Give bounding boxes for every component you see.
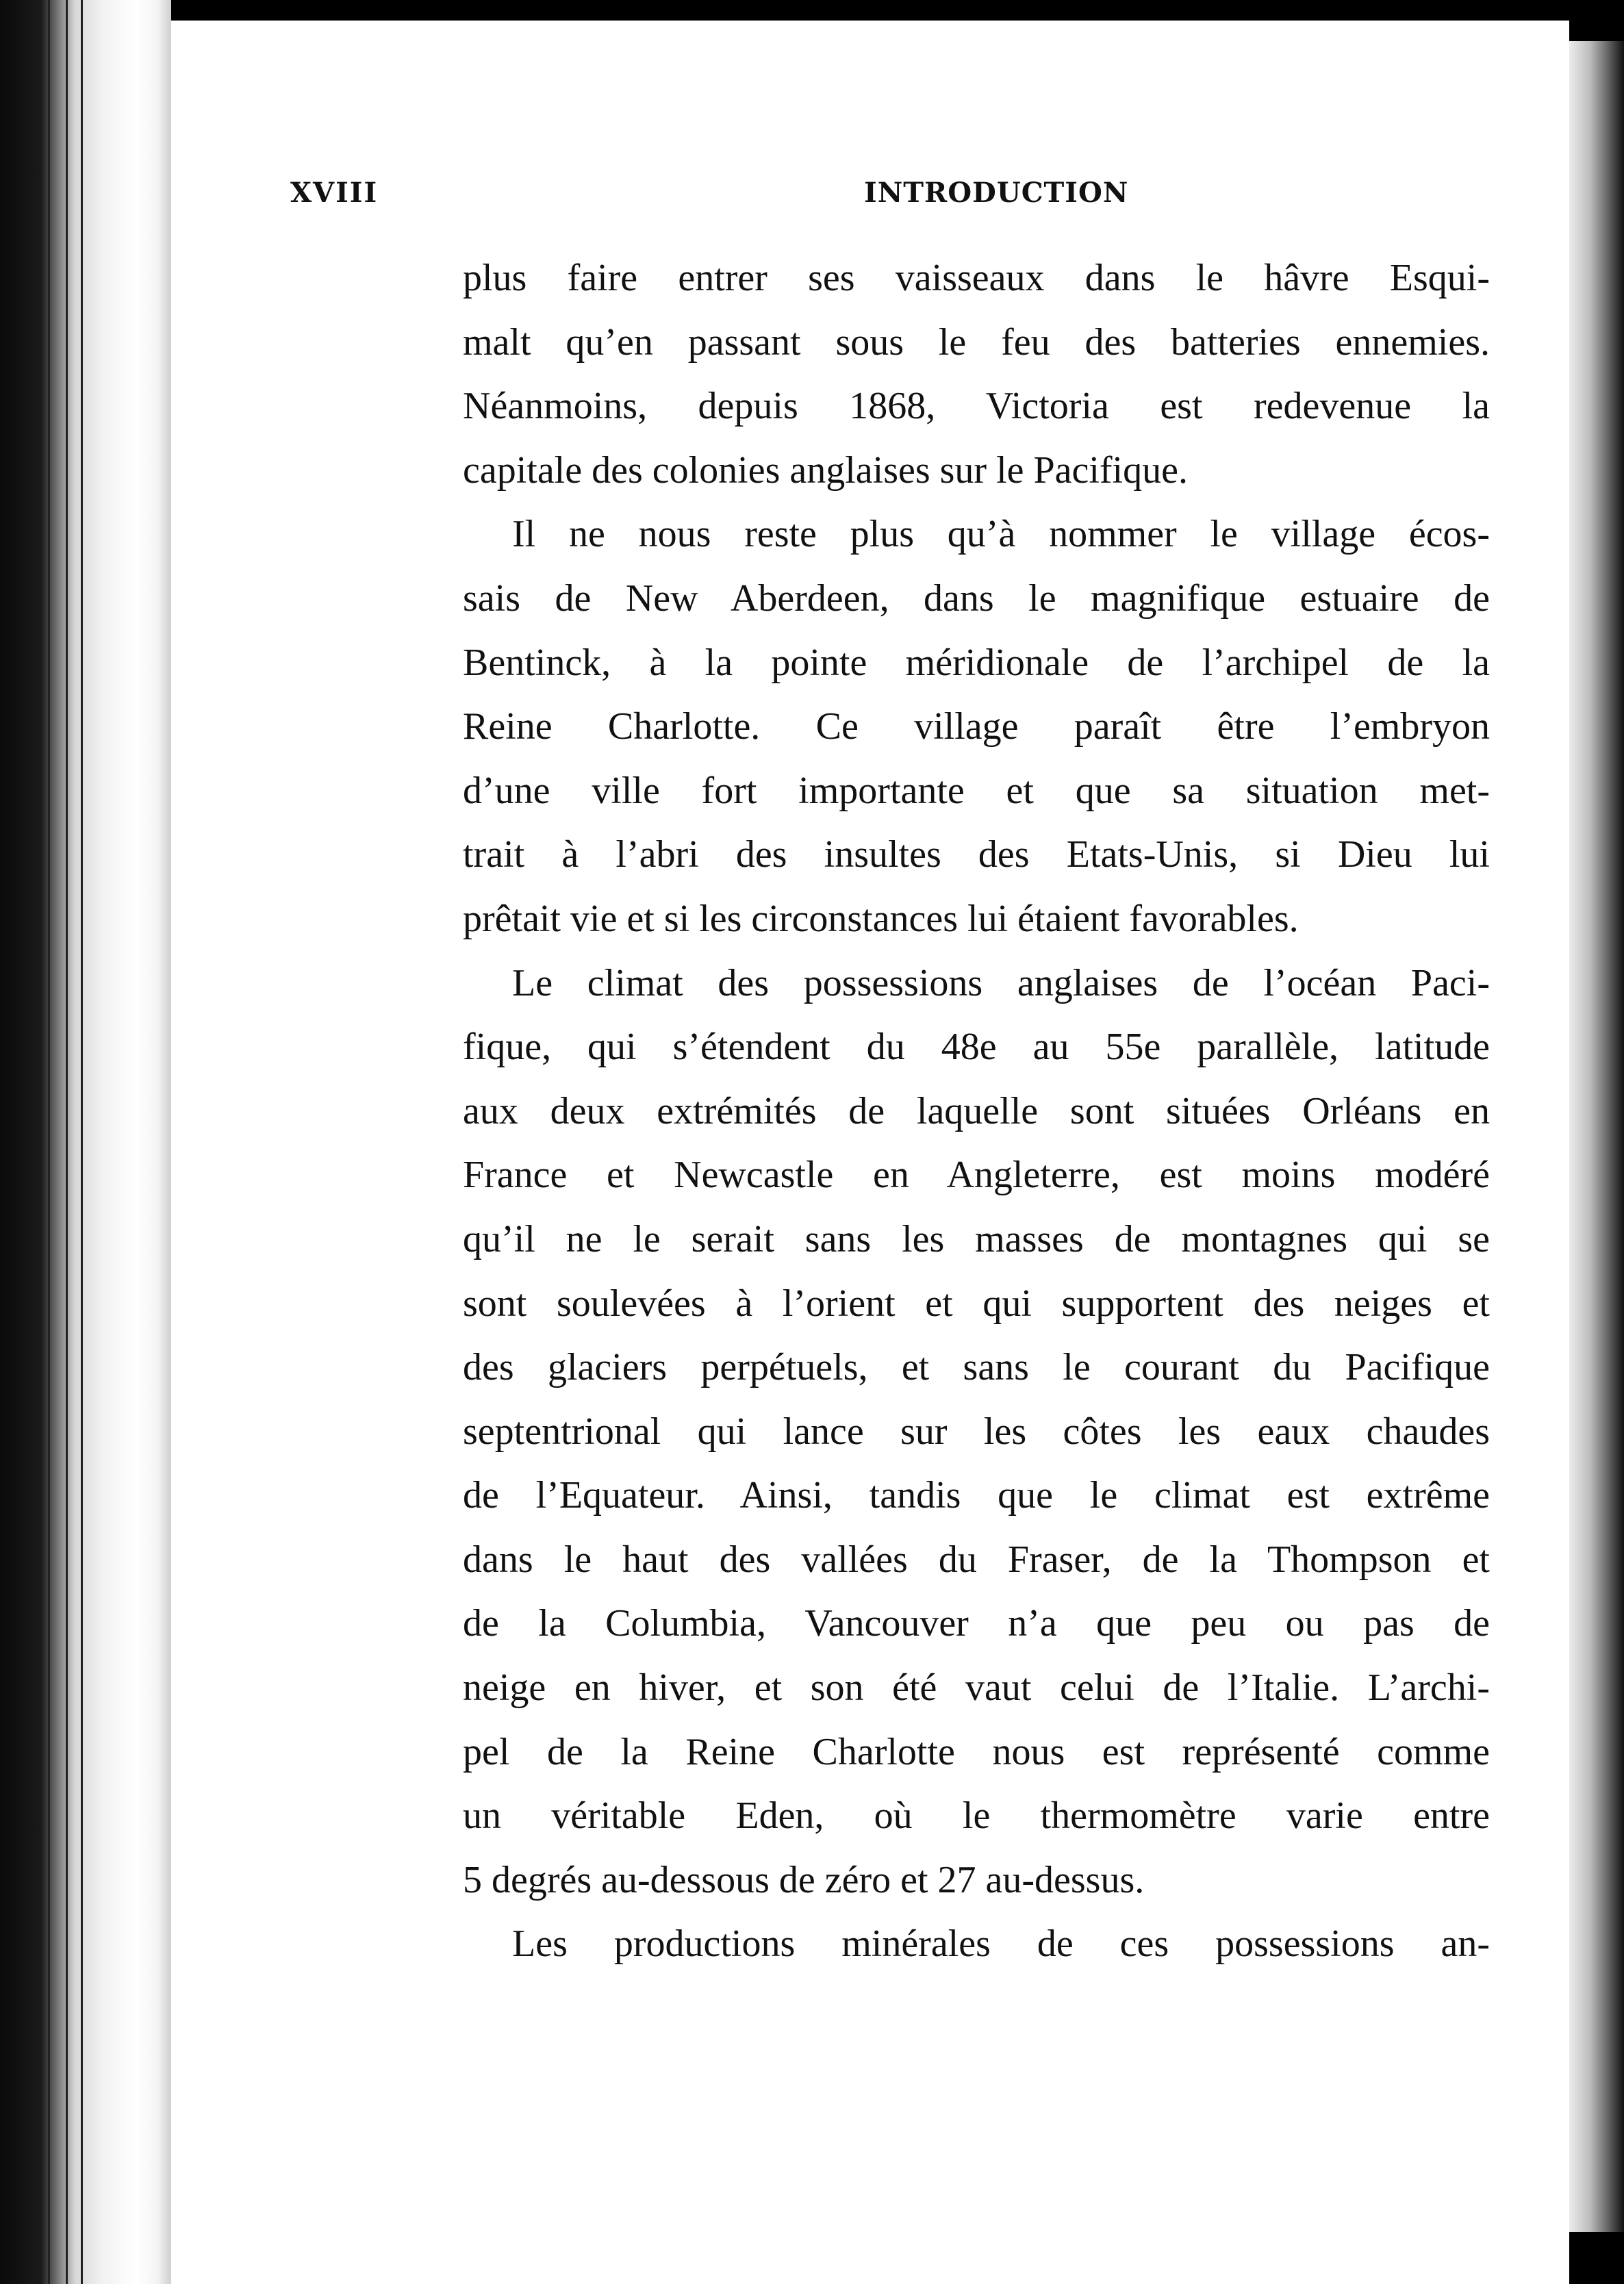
text-line: 5 degrés au-dessous de zéro et 27 au-dessus.: [463, 1858, 1145, 1901]
text-line: Le climat des possessions anglaises de l’océan Paci-: [512, 961, 1490, 1004]
text-line: Il ne nous reste plus qu’à nommer le village écos-: [512, 513, 1490, 556]
text-line: capitale des colonies anglaises sur le Pacifique.: [463, 448, 1188, 492]
text-line: de la Columbia, Vancouver n’a que peu ou pas de: [463, 1602, 1490, 1645]
text-line: France et Newcastle en Angleterre, est moins modéré: [463, 1154, 1490, 1197]
running-header: [290, 163, 1495, 218]
text-line: septentrional qui lance sur les côtes les eaux chaudes: [463, 1410, 1490, 1453]
text-line: Les productions minérales de ces possessions an-: [512, 1923, 1490, 1966]
text-line: sont soulevées à l’orient et qui supportent des neiges et: [463, 1282, 1490, 1325]
text-line: un véritable Eden, où le thermomètre varie entre: [463, 1794, 1490, 1838]
text-line: malt qu’en passant sous le feu des batteries ennemies.: [463, 320, 1490, 364]
text-line: fique, qui s’étendent du 48e au 55e parallèle, latitude: [463, 1026, 1490, 1069]
text-line: de l’Equateur. Ainsi, tandis que le climat est extrême: [463, 1474, 1490, 1517]
text-line: neige en hiver, et son été vaut celui de l’Italie. L’archi-: [463, 1666, 1490, 1710]
text-line: qu’il ne le serait sans les masses de montagnes qui se: [463, 1217, 1490, 1260]
text-line: Néanmoins, depuis 1868, Victoria est redevenue la: [463, 385, 1490, 428]
binding-stripe: [48, 0, 50, 2284]
running-title: INTRODUCTION: [864, 177, 1129, 209]
text-line: aux deux extrémités de laquelle sont situées Orléans en: [463, 1089, 1490, 1132]
binding-stripe: [81, 0, 83, 2284]
book-binding-edge: [0, 0, 171, 2284]
text-line: Reine Charlotte. Ce village paraît être l’embryon: [463, 705, 1490, 748]
page-number: XVIII: [290, 177, 379, 209]
text-line: trait à l’abri des insultes des Etats-Unis, si Dieu lui: [463, 833, 1490, 876]
text-line: pel de la Reine Charlotte nous est représenté comme: [463, 1730, 1490, 1773]
text-line: d’une ville fort importante et que sa situation met-: [463, 769, 1490, 812]
text-line: des glaciers perpétuels, et sans le courant du Pacifique: [463, 1346, 1490, 1389]
body-text: [463, 246, 1490, 1977]
text-line: plus faire entrer ses vaisseaux dans le hâvre Esqui-: [463, 257, 1490, 299]
page-stack-edge: [1569, 41, 1624, 2232]
text-line: Bentinck, à la pointe méridionale de l’archipel de la: [463, 641, 1490, 684]
text-line: prêtait vie et si les circonstances lui étaient favorables.: [463, 897, 1299, 940]
binding-stripe: [66, 0, 68, 2284]
text-line: dans le haut des vallées du Fraser, de la Thompson et: [463, 1538, 1490, 1581]
text-line: sais de New Aberdeen, dans le magnifique estuaire de: [463, 576, 1490, 620]
